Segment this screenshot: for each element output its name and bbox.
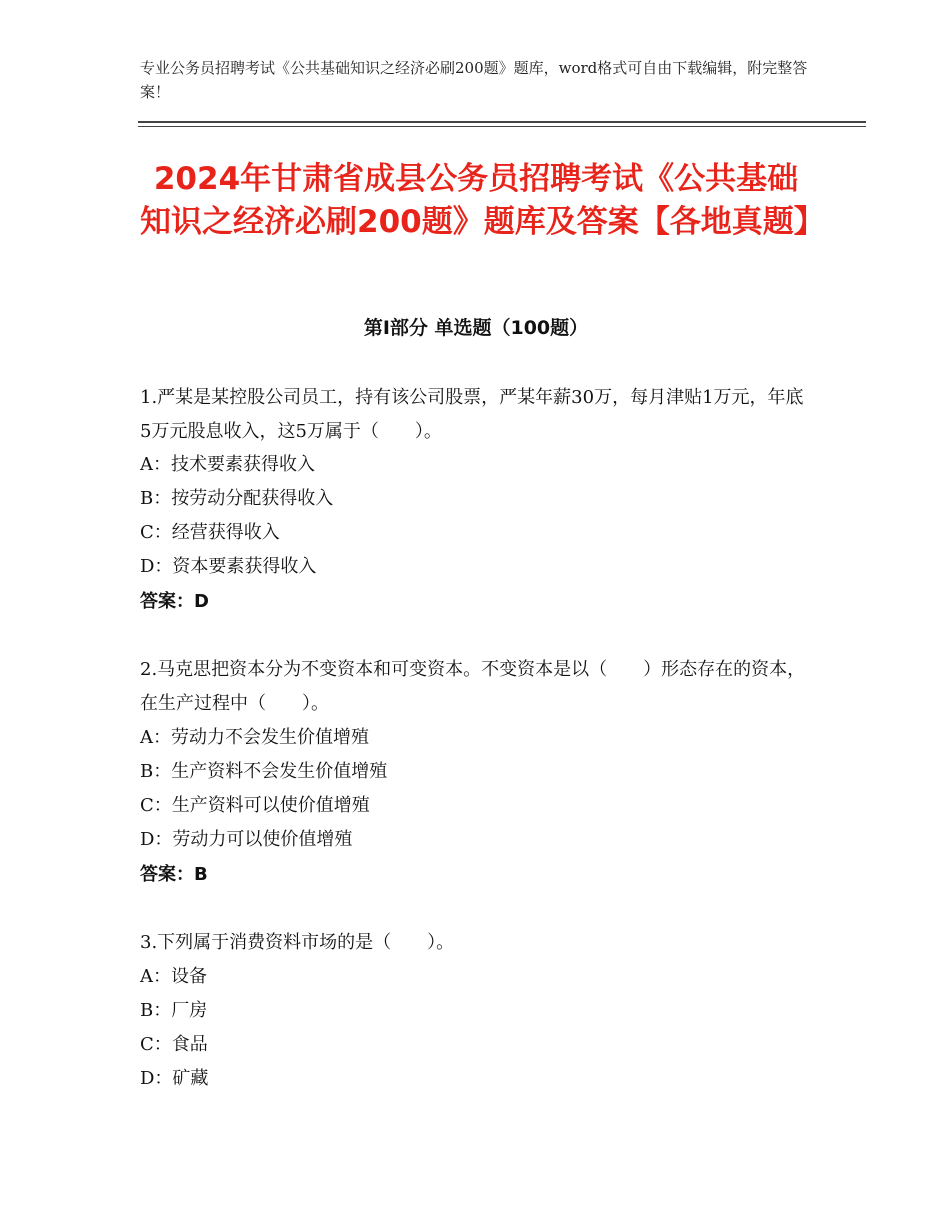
question-3-option-b: B：厂房	[140, 1000, 208, 1021]
question-2-option-a: A：劳动力不会发生价值增殖	[140, 727, 369, 748]
question-3-option-d: D：矿藏	[140, 1068, 209, 1089]
section-heading: 第I部分 单选题（100题）	[363, 317, 589, 339]
question-2-answer: 答案：B	[140, 864, 208, 885]
header-divider-thick	[138, 121, 866, 123]
question-3-option-c: C：食品	[140, 1034, 208, 1055]
question-3-text: 3.下列属于消费资料市场的是（ ）。	[140, 932, 455, 953]
question-2-option-b: B：生产资料不会发生价值增殖	[140, 761, 388, 782]
question-1-answer: 答案：D	[140, 591, 209, 612]
question-2-option-d: D：劳动力可以使价值增殖	[140, 829, 353, 850]
question-1-option-a: A：技术要素获得收入	[140, 454, 315, 475]
question-1-option-d: D：资本要素获得收入	[140, 556, 317, 577]
question-1-option-b: B：按劳动分配获得收入	[140, 488, 334, 509]
question-2-option-c: C：生产资料可以使价值增殖	[140, 795, 370, 816]
question-1-text: 1.严某是某控股公司员工，持有该公司股票，严某年薪30万，每月津贴1万元，年底5万元股息收入，这5万属于（ ）。	[140, 387, 804, 442]
header-note: 专业公务员招聘考试《公共基础知识之经济必刷200题》题库，word格式可自由下载编辑，附完整答案！	[140, 59, 808, 101]
document-title: 2024年甘肃省成县公务员招聘考试《公共基础知识之经济必刷200题》题库及答案【各地真题】	[140, 161, 825, 240]
question-1-option-c: C：经营获得收入	[140, 522, 280, 543]
header-divider-thin	[138, 126, 866, 127]
question-3-option-a: A：设备	[140, 966, 207, 987]
question-2-text: 2.马克思把资本分为不变资本和可变资本。不变资本是以（ ）形态存在的资本，在生产过程中（ ）。	[140, 659, 806, 714]
